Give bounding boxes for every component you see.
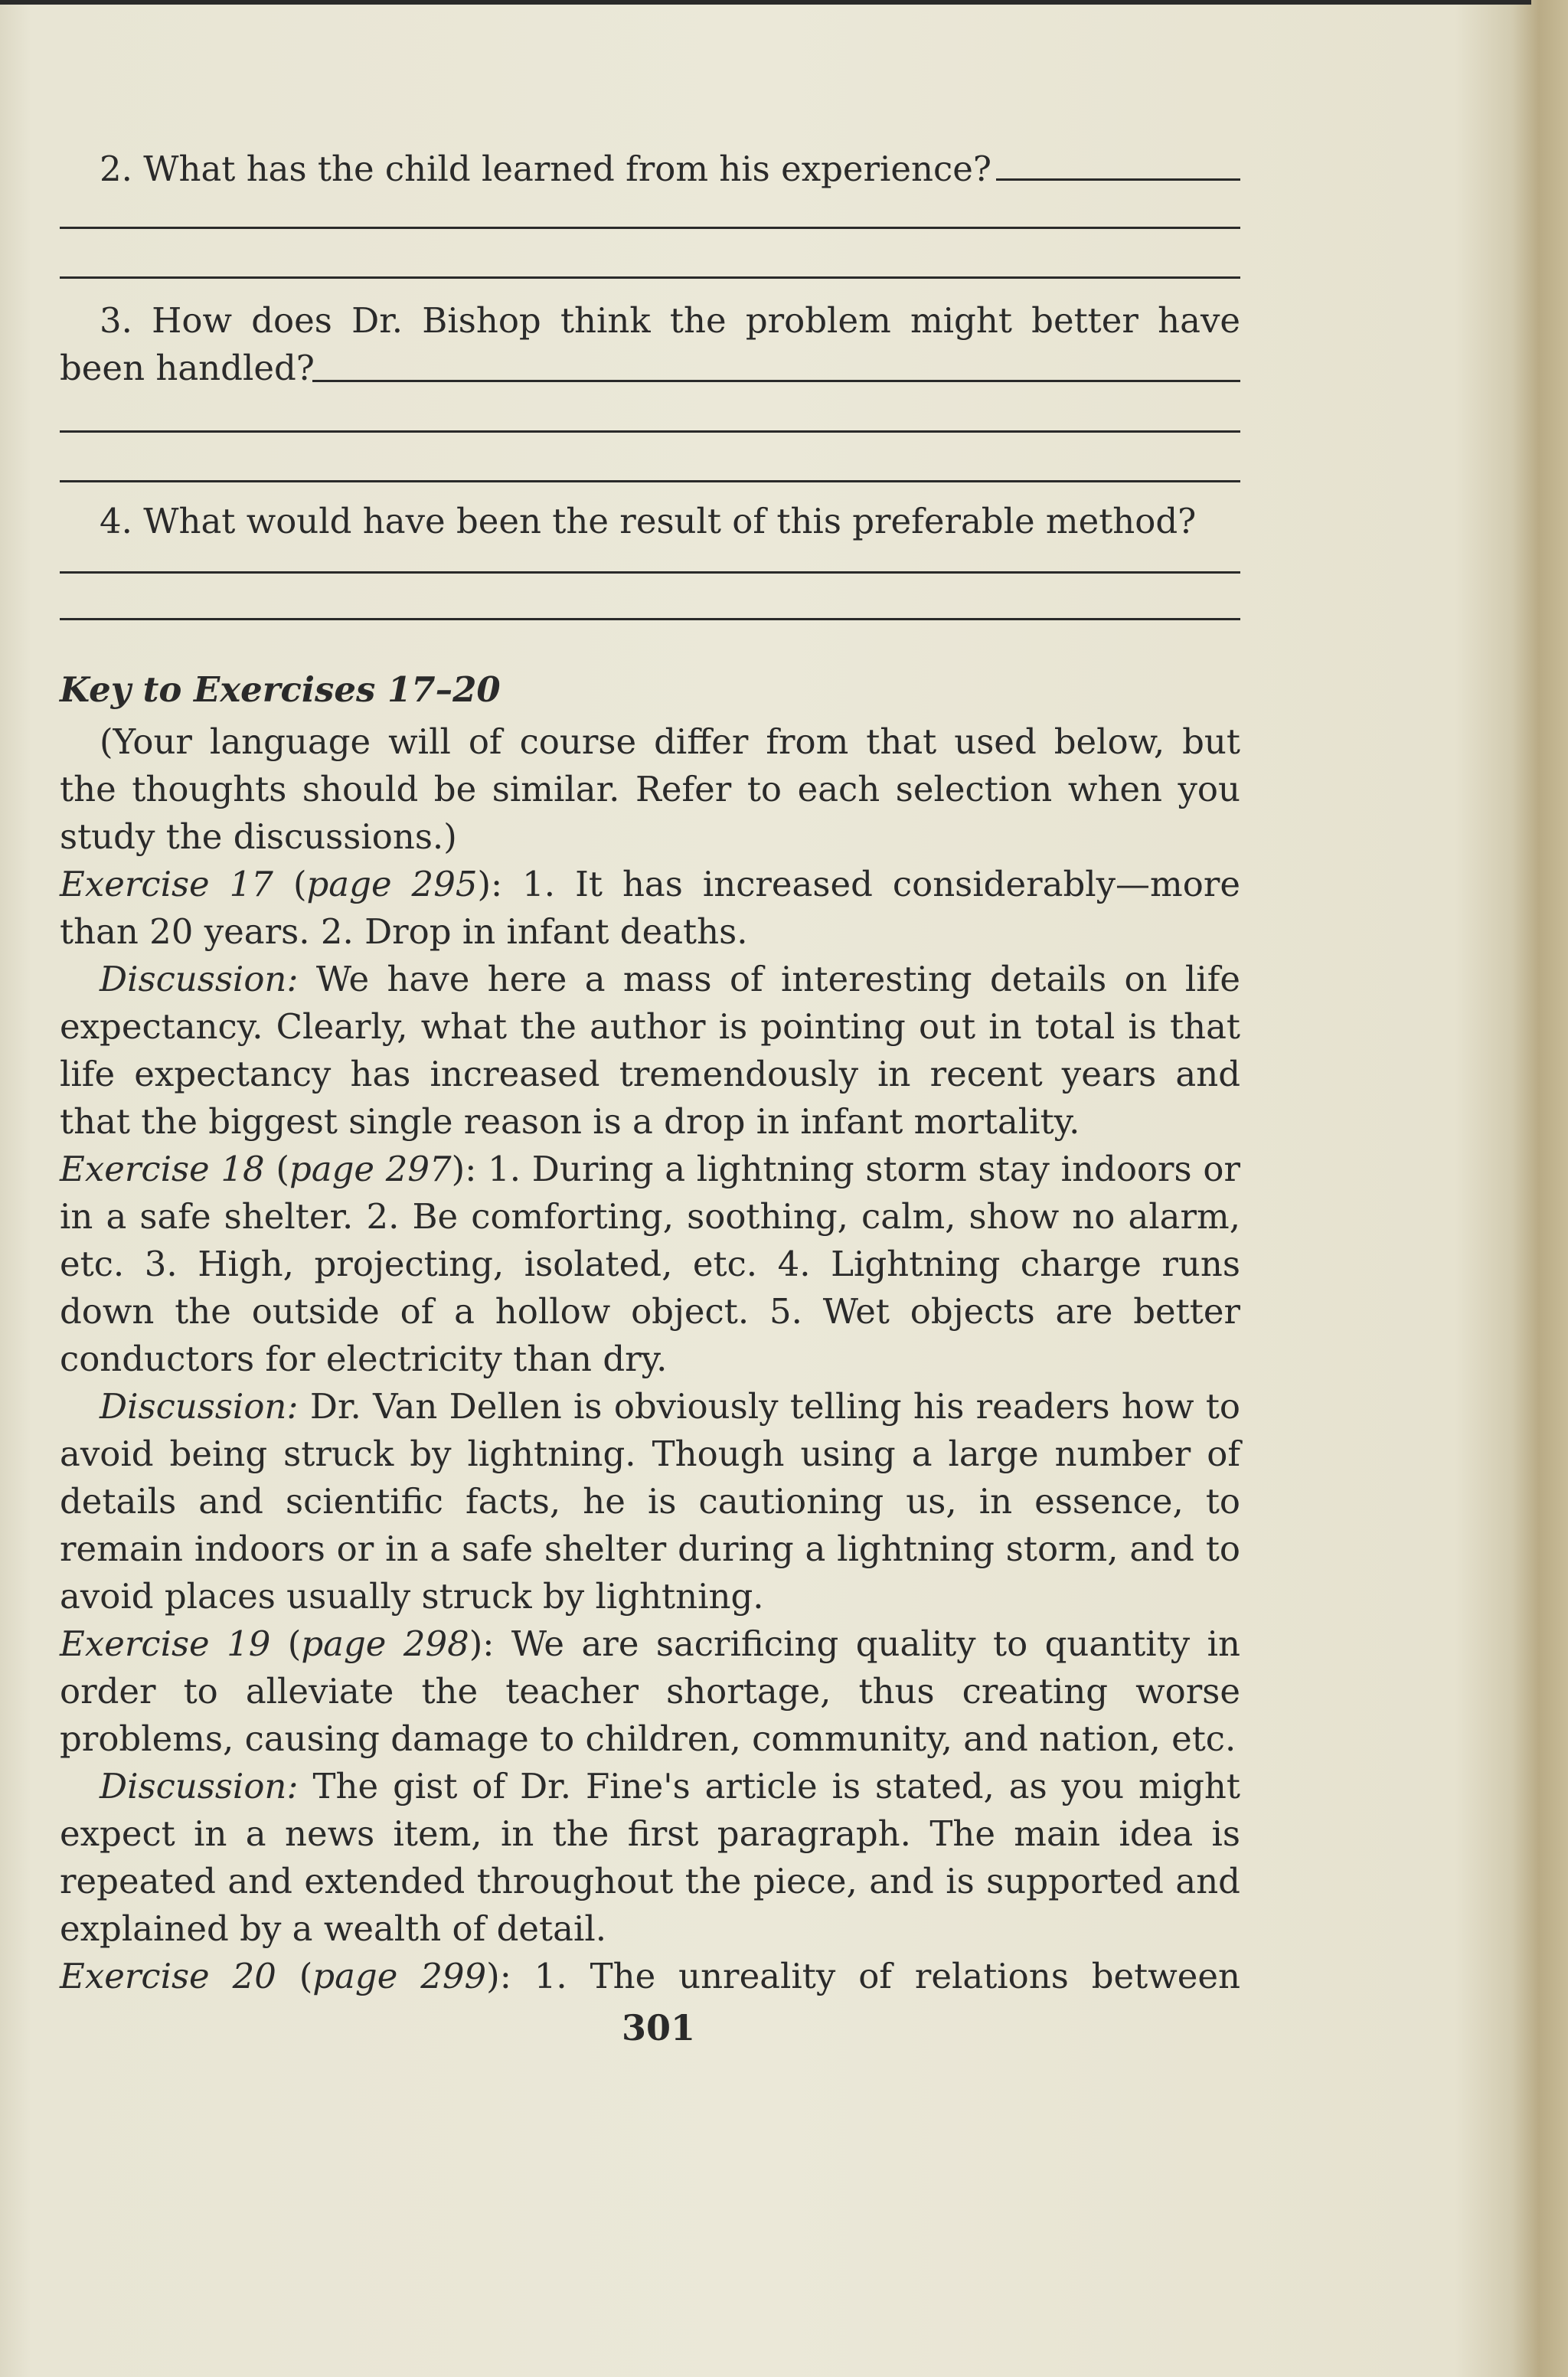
- key-intro: (Your language will of course differ from that used below, but the thoughts should be similar. Refer to each selection when you study the discussions.): [60, 721, 1240, 857]
- discussion-label: Discussion:: [100, 959, 299, 999]
- exercise-20-answer-text: : 1. The unreality of relations between: [499, 1956, 1240, 1996]
- exercise-18-answer-text: : 1. During a lightning storm stay indoors or in a safe shelter. 2. Be comforting, soothing, calm, show no alarm, etc. 3. High, projecting, isolated, etc. 4. Lightning charge runs down the outside of a hollow object. 5. Wet objects are better conductors for electricity than dry.: [60, 1149, 1240, 1379]
- answer-line: [60, 571, 1240, 574]
- exercise-20-answer: Exercise 20 (page 299): 1. The unreality of relations between: [60, 1956, 1240, 1996]
- page-content: [60, 145, 1240, 2000]
- exercise-19-discussion-text: The gist of Dr. Fine's article is stated, as you might expect in a news item, in the first paragraph. The main idea is repeated and extended throughout the piece, and is supported and explained by a wealth of detail.: [60, 1766, 1240, 1949]
- question-3-fill-line: [312, 380, 1240, 382]
- exercise-18-answer: Exercise 18 (page 297): 1. During a lightning storm stay indoors or in a safe shelter. 2. Be comforting, soothing, calm, show no alarm, etc. 3. High, projecting, isolated, etc. 4. Lightning charge runs down the outside of a hollow object. 5. Wet objects are better conductors for electricity than dry.: [60, 1149, 1240, 1379]
- question-4: [60, 498, 1240, 545]
- exercise-18-discussion: [60, 1383, 1240, 1620]
- page-number: 301: [621, 2007, 696, 2048]
- exercise-20-label: Exercise 20: [60, 1956, 276, 1996]
- discussion-label: Discussion:: [100, 1766, 299, 1806]
- exercise-19-discussion: [60, 1763, 1240, 1953]
- exercise-19-answer: Exercise 19 (page 298): We are sacrificing quality to quantity in order to alleviate the teacher shortage, thus creating worse problems, causing damage to children, community, and nation, etc.: [60, 1623, 1240, 1759]
- answer-line: [60, 227, 1240, 229]
- exercise-17-answer: Exercise 17 (page 295): 1. It has increased considerably—more than 20 years. 2. Drop in infant deaths.: [60, 864, 1240, 952]
- exercise-17-page: page 295: [306, 864, 478, 904]
- exercise-19-page: page 298: [301, 1623, 469, 1664]
- question-4-text: 4. What would have been the result of this preferable method?: [100, 501, 1197, 541]
- exercise-18-label: Exercise 18: [60, 1149, 265, 1189]
- question-2-text: 2. What has the child learned from his experience?: [100, 149, 991, 189]
- discussion-label: Discussion:: [100, 1386, 299, 1427]
- question-2: [60, 145, 1240, 193]
- answer-line: [60, 618, 1240, 620]
- exercise-20-page: page 299: [312, 1956, 487, 1996]
- answer-line: [60, 430, 1240, 433]
- exercise-17-answer-text: : 1. It has increased considerably—more than 20 years. 2. Drop in infant deaths.: [60, 864, 1240, 952]
- exercise-19-label: Exercise 19: [60, 1623, 271, 1664]
- exercise-18-discussion-text: Dr. Van Dellen is obviously telling his readers how to avoid being struck by lightning. Though using a large number of details and scientific facts, he is cautioning us, in essence, to remain indoors or in a safe shelter during a lightning storm, and to avoid places usually struck by lightning.: [60, 1386, 1240, 1617]
- key-heading: Key to Exercises 17–20: [60, 669, 501, 710]
- exercise-19-answer-text: : We are sacrificing quality to quantity in order to alleviate the teacher shortage, thus creating worse problems, causing damage to children, community, and nation, etc.: [60, 1623, 1240, 1759]
- question-2-fill-line: [996, 178, 1240, 181]
- page-top-edge: [0, 0, 1531, 5]
- question-3-text: [60, 297, 1240, 392]
- answer-line: [60, 480, 1240, 482]
- exercise-17-label: Exercise 17: [60, 864, 273, 904]
- question-3: [60, 297, 1240, 392]
- exercise-17-discussion: [60, 956, 1240, 1146]
- question-3-label: 3. How does Dr. Bishop think the problem might better have been handled?: [60, 300, 1240, 388]
- exercise-17-discussion-text: We have here a mass of interesting details on life expectancy. Clearly, what the author is pointing out in total is that life expectancy has increased tremendously in recent years and that the biggest single reason is a drop in infant mortality.: [60, 959, 1240, 1142]
- answer-line: [60, 276, 1240, 279]
- exercise-18-page: page 297: [289, 1149, 452, 1189]
